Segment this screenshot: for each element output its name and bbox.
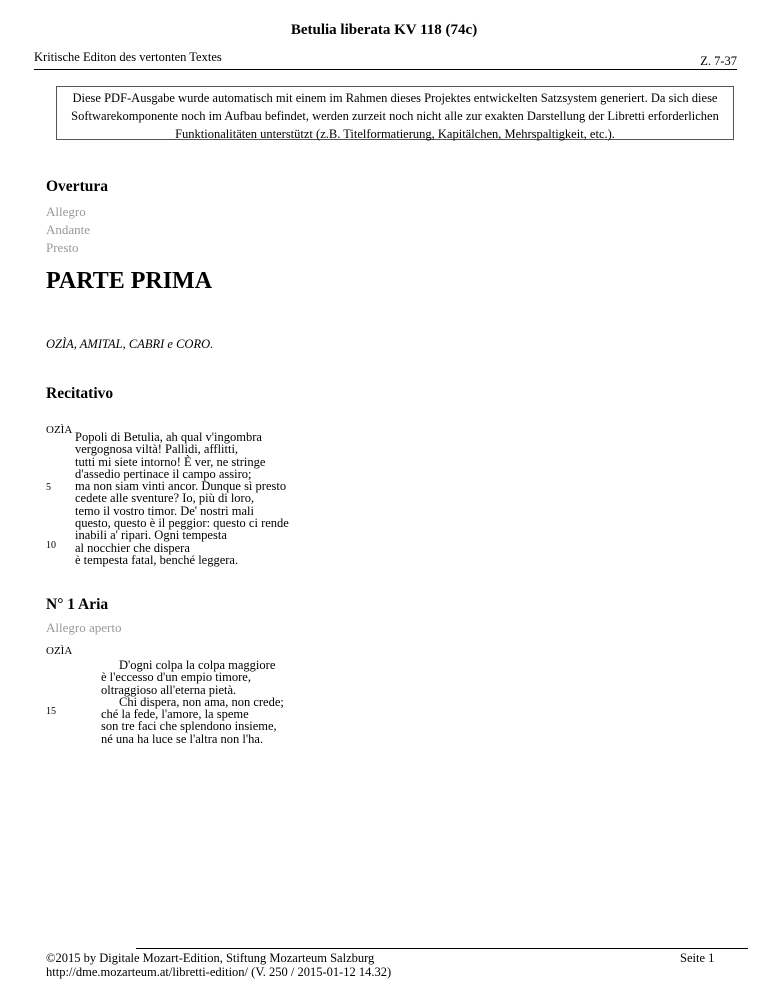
verse-line: questo, questo è il peggior: questo ci rende bbox=[75, 516, 289, 531]
line-number: 5 bbox=[46, 482, 51, 493]
verse-line: tutti mi siete intorno! È ver, ne stringe bbox=[75, 454, 266, 469]
verse-line: cedete alle sventure? Io, più di loro, bbox=[75, 491, 255, 506]
verse-line: né una ha luce se l'altra non l'ha. bbox=[101, 731, 264, 746]
verse-line: ché la fede, l'amore, la speme bbox=[101, 707, 249, 722]
page-number: Seite 1 bbox=[680, 951, 715, 965]
line-range: Z. 7-37 bbox=[700, 54, 737, 68]
character-list: OZÌA, AMITAL, CABRI e CORO. bbox=[46, 337, 214, 351]
part-title: PARTE PRIMA bbox=[46, 268, 213, 294]
tempo-marking: Allegro bbox=[46, 204, 86, 219]
header-divider bbox=[34, 69, 737, 70]
overture-heading: Overtura bbox=[46, 178, 108, 195]
verse-line: al nocchier che dispera bbox=[75, 540, 190, 555]
tempo-marking: Andante bbox=[46, 222, 91, 237]
line-number: 15 bbox=[46, 706, 56, 717]
verse-line: ma non siam vinti ancor. Dunque sì presto bbox=[75, 479, 287, 494]
copyright-text: ©2015 by Digitale Mozart-Edition, Stiftung Mozarteum Salzburg bbox=[46, 951, 375, 965]
edition-subtitle: Kritische Editon des vertonten Textes bbox=[34, 50, 222, 64]
aria-heading: N° 1 Aria bbox=[46, 596, 109, 613]
verse-line: Chi dispera, non ama, non crede; bbox=[119, 694, 284, 709]
tempo-marking: Presto bbox=[46, 240, 79, 255]
speaker-name: OZÌA bbox=[46, 645, 73, 657]
speaker-name: OZÌA bbox=[46, 424, 73, 436]
verse-line: son tre faci che splendono insieme, bbox=[101, 719, 277, 734]
aria-verse bbox=[101, 659, 284, 745]
verse-line: vergognosa viltà! Pallidi, afflitti, bbox=[75, 442, 239, 457]
verse-line: oltraggioso all'eterna pietà. bbox=[101, 682, 237, 697]
verse-line: d'assedio pertinace il campo assiro; bbox=[75, 466, 252, 481]
footer-copyright bbox=[46, 951, 391, 979]
edition-url[interactable]: http://dme.mozarteum.at/libretti-edition/ (V. 250 / 2015-01-12 14.32) bbox=[46, 965, 392, 979]
tempo-marking: Allegro aperto bbox=[46, 620, 122, 635]
recitativo-verse bbox=[75, 431, 289, 566]
recitativo-heading: Recitativo bbox=[46, 385, 114, 402]
verse-line: temo il vostro timor. De' nostri mali bbox=[75, 503, 254, 518]
line-number: 10 bbox=[46, 540, 56, 551]
document-title: Betulia liberata KV 118 (74c) bbox=[290, 22, 478, 38]
verse-line: è tempesta fatal, benché leggera. bbox=[75, 552, 239, 567]
verse-line: Popoli di Betulia, ah qual v'ingombra bbox=[75, 430, 262, 444]
generation-notice: Diese PDF-Ausgabe wurde automatisch mit einem im Rahmen dieses Projektes entwickelten Satzsystem generiert. Da sich diese Softwarekomponente noch im Aufbau befindet, werden zurzeit noch nicht alle zur exakten Darstellung der Libretti erforderlichen Funktionalitäten unterstützt (z.B. Titelformatierung, Kapitälchen, Mehrspaltigkeit, etc.). bbox=[56, 86, 734, 140]
verse-line: inabili a' ripari. Ogni tempesta bbox=[75, 528, 227, 543]
verse-line: D'ogni colpa la colpa maggiore bbox=[119, 658, 276, 672]
verse-line: è l'eccesso d'un empio timore, bbox=[101, 670, 251, 685]
footer-divider bbox=[136, 948, 748, 949]
